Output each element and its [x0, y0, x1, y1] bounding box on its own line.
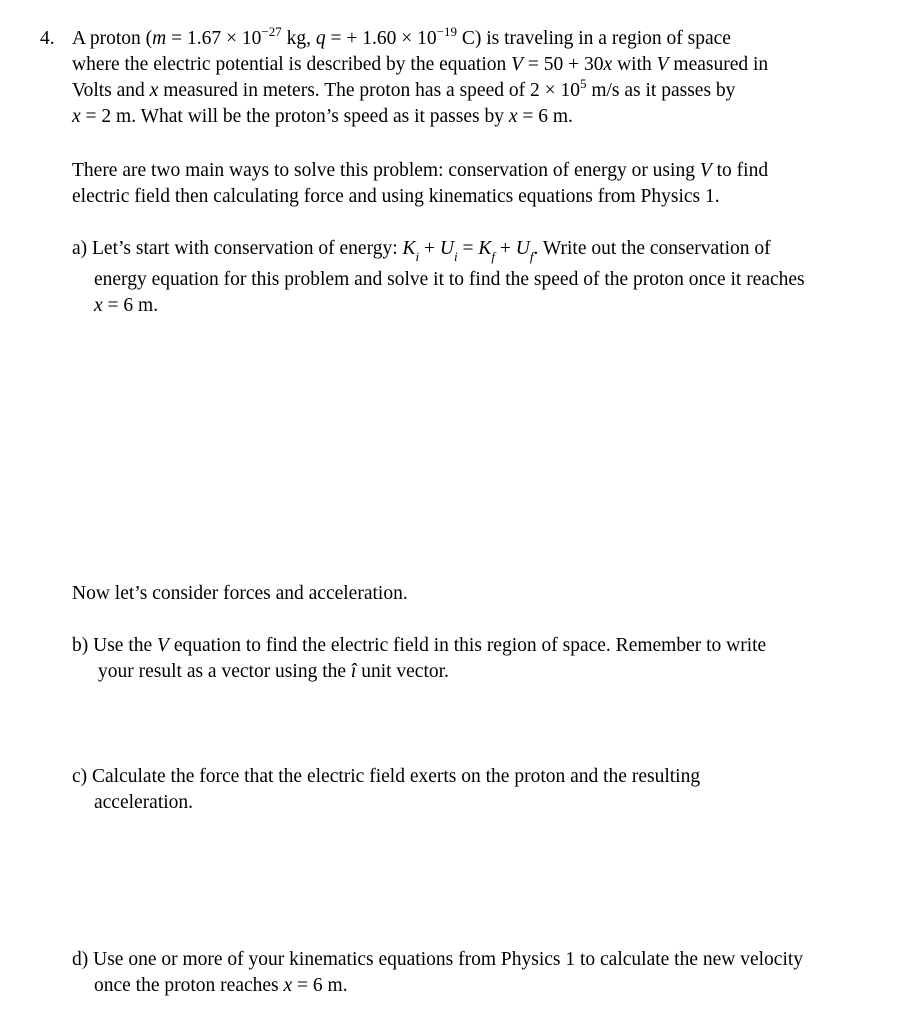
part-c-line-1: c) Calculate the force that the electric field exerts on the proton and the resulting	[72, 766, 701, 787]
part-d-line-1: d) Use one or more of your kinematics equations from Physics 1 to calculate the new velocity	[72, 949, 804, 970]
methods-line-2: electric field then calculating force and using kinematics equations from Physics 1.	[72, 186, 720, 207]
intro-line-1: A proton ($m = 1.67 \times 10^{-27}$ kg, q = + $1.60 \times 10^{-19}$ C) is traveling in a region of space	[72, 23, 731, 49]
part-b-line-2: your result as a vector using the î unit vector.	[98, 661, 449, 682]
part-a-line-3: x = 6 m.	[94, 295, 159, 316]
methods-line-1: There are two main ways to solve this problem: conservation of energy or using V to find	[72, 160, 769, 181]
part-c-line-2: acceleration.	[94, 792, 194, 813]
intro-line-4: x = 2 m. What will be the proton’s speed as it passes by x = 6 m.	[72, 106, 573, 127]
part-a-line-1: a) Let’s start with conservation of energy: $K_i + U_i = K_f + U_f$. Write out the conservation of	[72, 238, 771, 264]
part-a-line-2: energy equation for this problem and solve it to find the speed of the proton once it reaches	[94, 269, 805, 290]
intro-line-3: Volts and x measured in meters. The proton has a speed of $2 \times 10^5$ m/s as it passes by	[72, 75, 736, 101]
transition-text: Now let’s consider forces and acceleration.	[72, 583, 408, 604]
problem-number: 4.	[40, 28, 55, 49]
intro-line-2: where the electric potential is described by the equation V = 50 + 30x with V measured in	[72, 54, 769, 75]
part-d-line-2: once the proton reaches x = 6 m.	[94, 975, 348, 996]
part-b-line-1: b) Use the V equation to find the electric field in this region of space. Remember to write	[72, 635, 767, 656]
